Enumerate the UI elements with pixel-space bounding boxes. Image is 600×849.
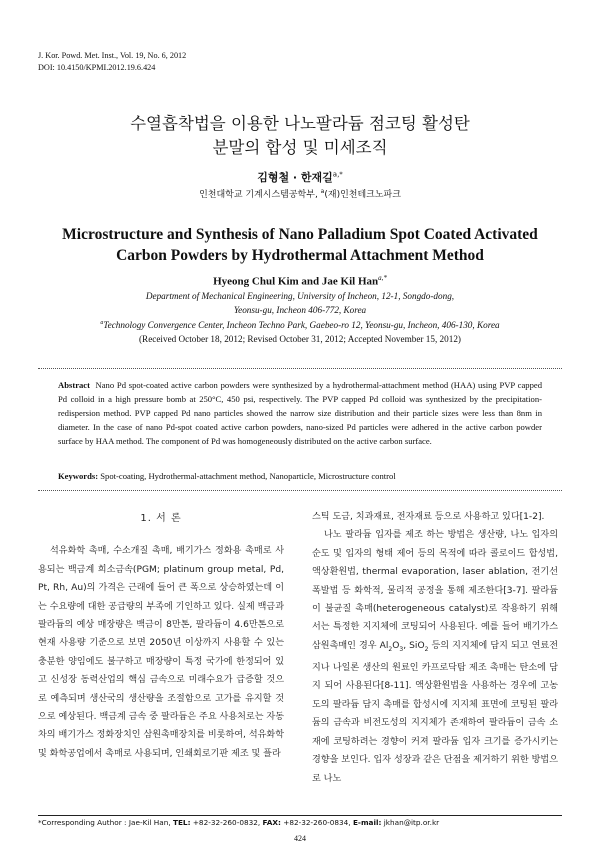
received-dates: (Received October 18, 2012; Revised October 31, 2012; Accepted November 15, 2012) — [139, 333, 461, 344]
right-paragraph-1: 스틱 도금, 치과재료, 전자재료 등으로 사용하고 있다[1-2]. — [312, 512, 545, 522]
abstract-top-divider — [38, 368, 562, 369]
english-title-line1: Microstructure and Synthesis of Nano Palladium Spot Coated Activated — [62, 226, 538, 243]
korean-title-line1: 수열흡착법을 이용한 나노팔라듐 점코팅 활성탄 — [130, 114, 470, 133]
section-heading: 1. 서 론 — [140, 513, 182, 524]
keywords-block — [58, 470, 542, 483]
abstract-text: Nano Pd spot-coated active carbon powders were synthesized by a hydrothermal-attachment method (HAA) using PVP capped Pd colloid in a high pressure bomb at 250°C, 450 psi, respectively. The PVP capped Pd colloid was synthesized by the precipitation-redispersion method. PVP capped Pd nano particles showed the narrow size distribution and their particle sizes were less than 8nm in diameter. In the case of nano Pd-spot coated active carbon powders, nano-sized Pd particles were adhered in the active carbon powder surface by HAA method. The component of Pd was homogeneously distributed on the active carbon surface. — [58, 380, 542, 447]
english-title-line2: Carbon Powders by Hydrothermal Attachment Method — [116, 247, 484, 264]
english-authors-sup: a,* — [378, 274, 387, 282]
abstract-label: Abstract — [58, 380, 90, 390]
page-number: 424 — [294, 834, 306, 843]
journal-citation: J. Kor. Powd. Met. Inst., Vol. 19, No. 6, 2012 — [38, 51, 187, 60]
english-affiliations — [0, 290, 600, 346]
left-column — [38, 508, 284, 763]
journal-header — [38, 50, 186, 74]
english-title — [0, 224, 600, 266]
korean-title — [0, 112, 600, 160]
abstract-bottom-divider — [38, 490, 562, 491]
abstract-block — [58, 378, 542, 448]
email-link[interactable]: jkhan@itp.or.kr — [381, 818, 440, 827]
affiliation-1-line1: Department of Mechanical Engineering, University of Incheon, 12-1, Songdo-dong, — [145, 291, 455, 301]
keywords-label: Keywords: — [58, 471, 99, 481]
journal-doi: DOI: 10.4150/KPMI.2012.19.6.424 — [38, 63, 156, 72]
korean-authors-sup: a,* — [332, 170, 343, 179]
english-authors: Hyeong Chul Kim and Jae Kil Han$^{a,*}$ — [213, 274, 387, 288]
affiliation-1-line2: Yeonsu-gu, Incheon 406-772, Korea — [233, 304, 367, 315]
right-paragraph-2: 나노 팔라듐 입자를 제조 하는 방법은 생산량, 나노 입자의 순도 및 입자의 형태 제어 등의 목적에 따라 콜로이드 합성법, 액상환원법, thermal evaporation, laser ablation, 전기선폭발법 등 화학적, 물리적 공정을 통해 제조한다[3-7]. 팔라듐이 불균질 촉매(heterogeneous catalyst)로 작용하기 위해서는 특정한 지지체에 코팅되어 사용된다. 예를 들어 배기가스 삼원촉매인 경우 $Al_2O_3$, SiO$_2$ 등의 지지체에 담지 되고 연료전지나 나일론 생산의 원료인 카프로닥탐 제조 촉매는 탄소에 담지 되어 사용된다[8-11]. 액상환원법을 사용하는 경우에 고농도의 팔라듐 담지 촉매를 합성시에 지지체 표면에 코팅된 팔라듐의 금속과 비전도성의 지지체가 존재하여 팔라듐이 금속 소재에 코팅하려는 경향이 커져 팔라듐 입자 크기를 증가시키는 경향을 보인다. 입자 성장과 같은 단점을 제거하기 위한 방법으로 나노 — [312, 530, 558, 784]
korean-title-line2: 분말의 합성 및 미세조직 — [212, 138, 388, 157]
footnote-divider — [38, 815, 562, 816]
right-column — [312, 508, 558, 788]
korean-authors: 김형철 · 한재길$^{a,*}$ — [257, 170, 343, 184]
left-paragraph-1: 석유화학 촉매, 수소개질 촉매, 배기가스 정화용 촉매로 사용되는 백금계 희소금속(PGM; platinum group metal, Pd, Pt, Rh, Au)의 가격은 근래에 들어 큰 폭으로 상승하였는데 이는 수요량에 대한 공급량의 부족에 기인하고 있다. 실제 백금과 팔라듐의 예상 매장량은 백금이 8만톤, 팔라듐이 4.6만톤으로 현재 사용량 기준으로 보면 2050년 이상까지 사용할 수 있는 충분한 양임에도 불구하고 매장량이 특정 국가에 한정되어 있고 신성장 동력산업의 핵심 금속으로 미래수요가 급증할 것으로 예측되며 생산국의 생산량을 조절함으로 고가를 유지할 것으로 예상된다. 백금계 금속 중 팔라듐은 주요 사용처로는 자동차의 배기가스 정화장치인 삼원촉매장치를 비롯하여, 석유화학 및 화학공업에서 촉매로 사용되며, 인쇄회로기판 제조 및 플라 — [38, 546, 284, 759]
affiliation-2: $^a$Technology Convergence Center, Incheon Techno Park, Gaebeo-ro 12, Yeonsu-gu, Incheon, 406-130, Korea — [100, 320, 500, 331]
corresponding-author-footnote: *Corresponding Author : Jae-Kil Han, TEL: +82-32-260-0832, FAX: +82-32-260-0834, E-mail: jkhan@itp.or.kr — [38, 818, 440, 827]
korean-affiliation: 인천대학교 기계시스템공학부, $^a$(재)인천테크노파크 — [199, 188, 401, 200]
keywords-text: Spot-coating, Hydrothermal-attachment method, Nanoparticle, Microstructure control — [100, 471, 396, 481]
